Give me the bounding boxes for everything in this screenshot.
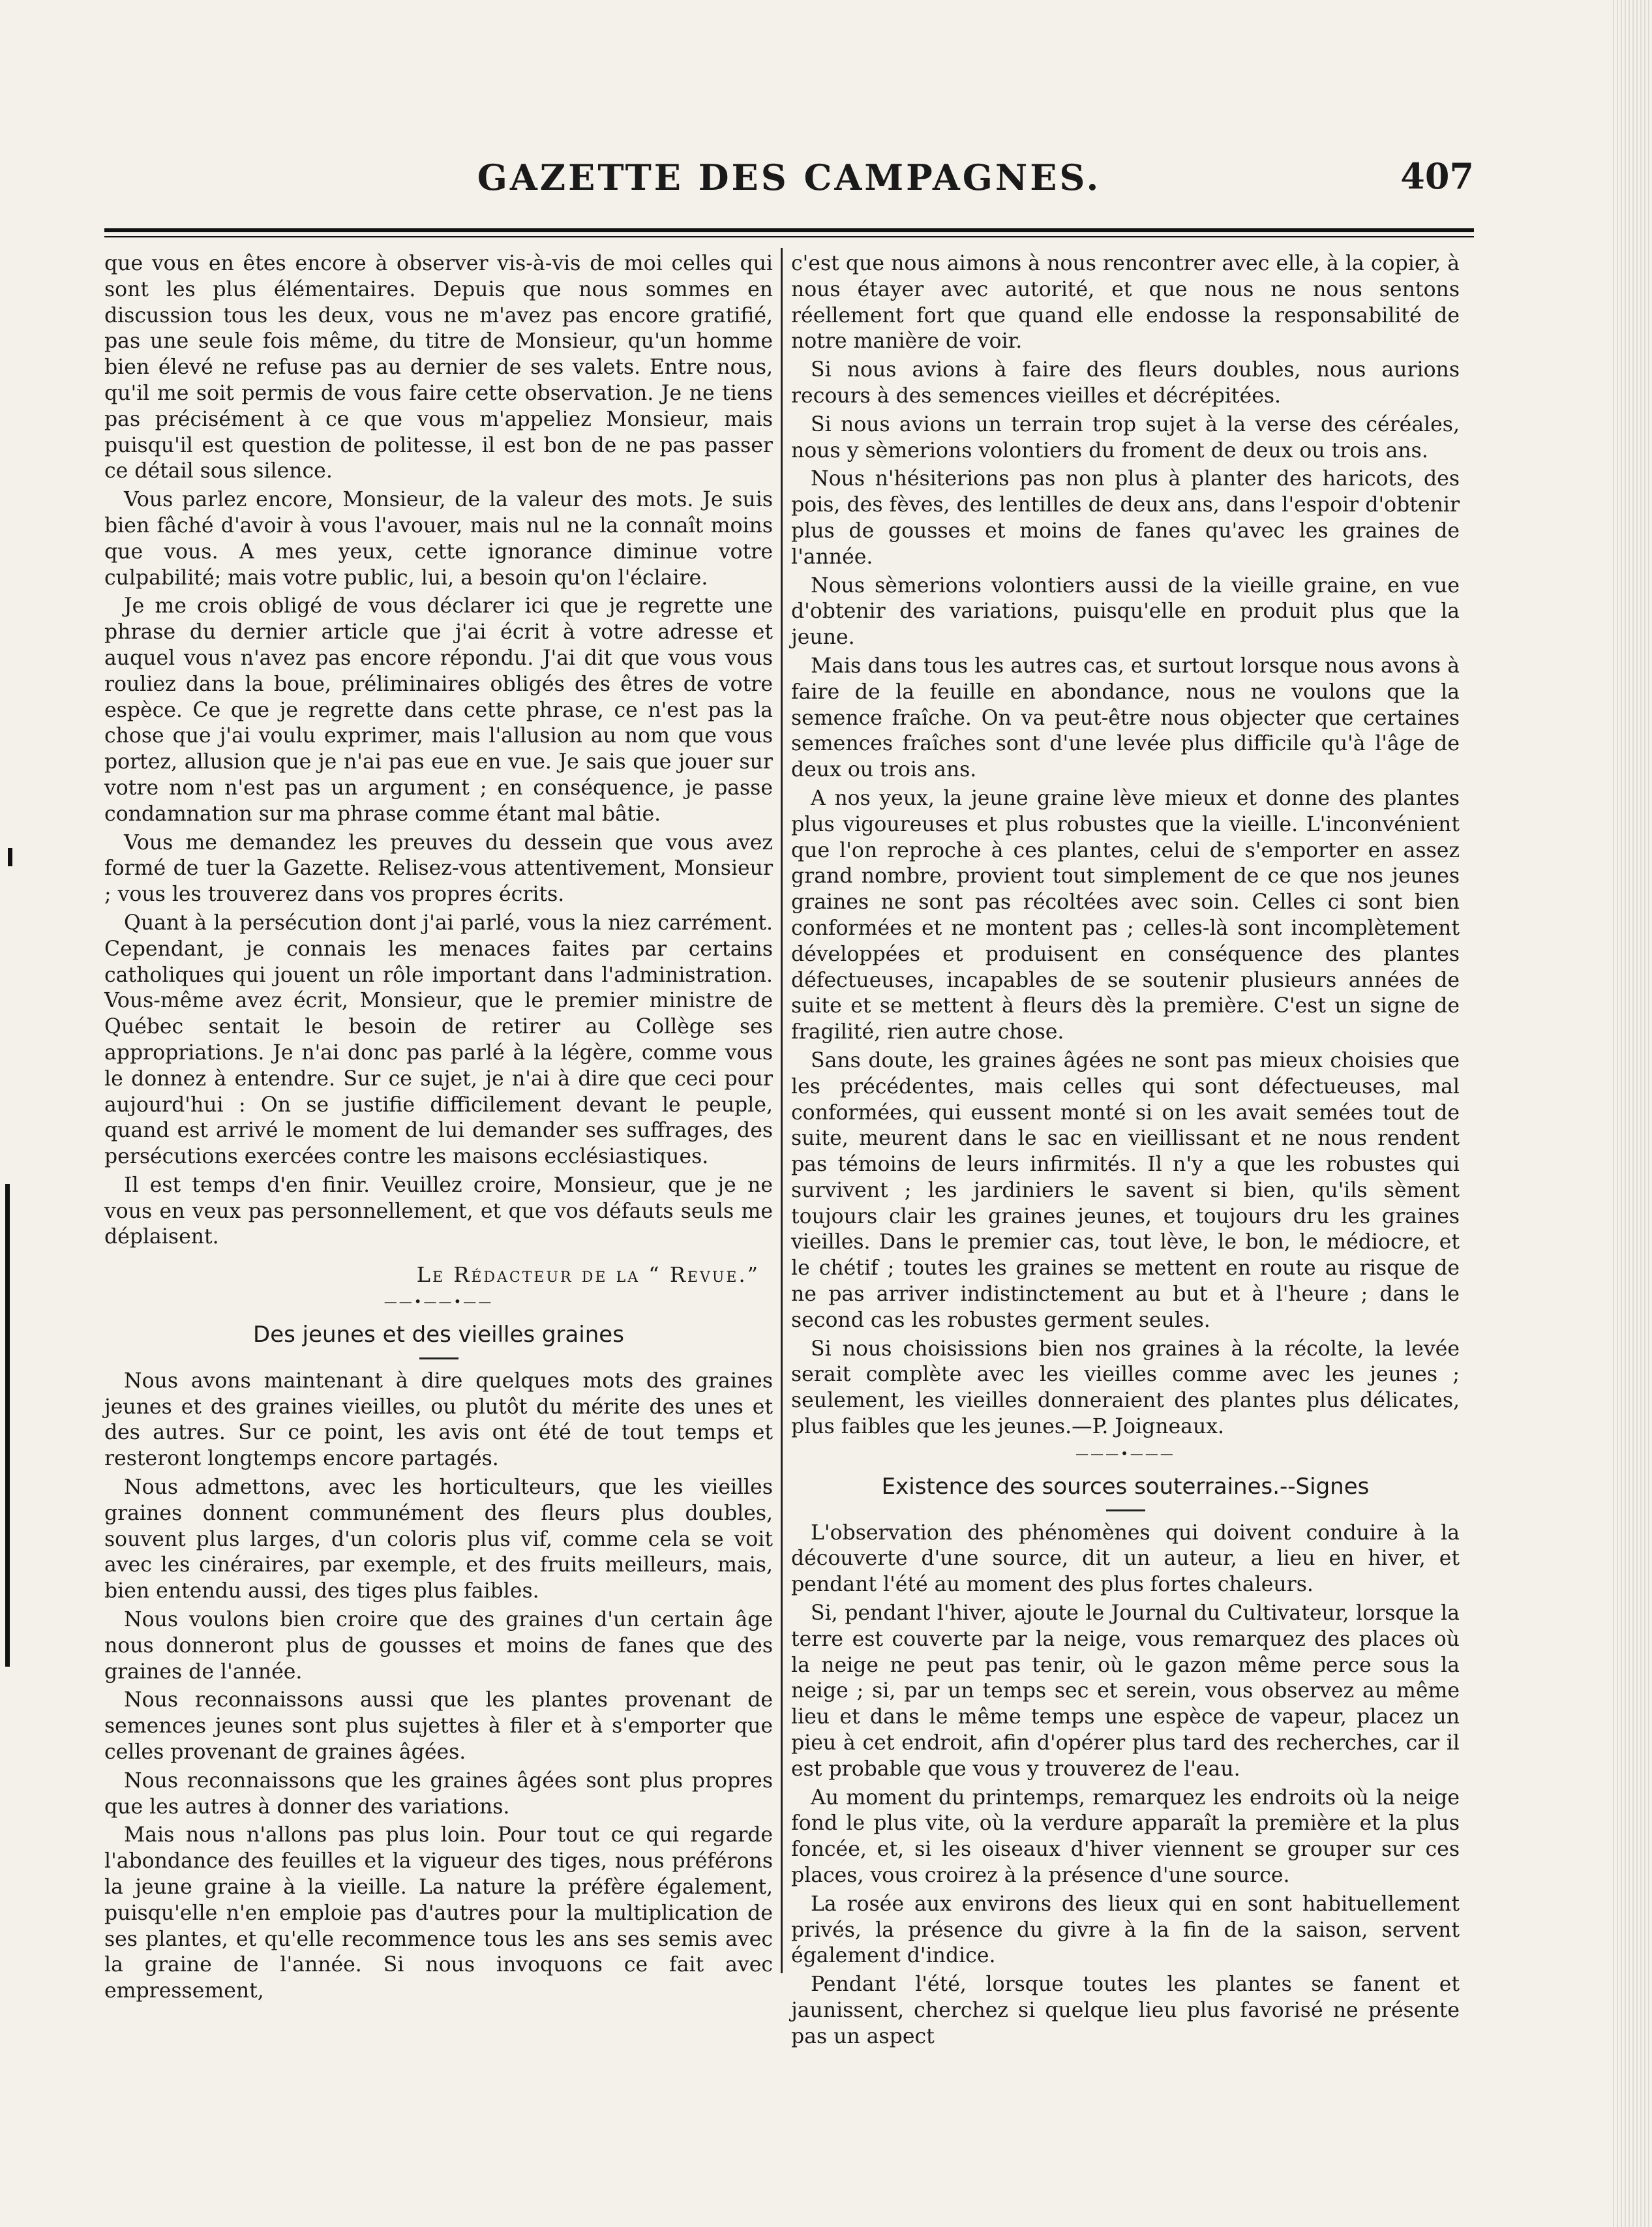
paragraph: Nous admettons, avec les horticulteurs, que les vieilles graines donnent communément des fleurs plus doubles, souvent plus larges, d'un coloris plus vif, comme cela se voit avec les cinéraires, par exemple, et des fruits meilleurs, mais, bien entendu aussi, des tiges plus faibles. bbox=[104, 1476, 773, 1603]
paragraph: Au moment du printemps, remarquez les endroits où la neige fond le plus vite, où la verdure apparaît la première et la plus foncée, et, si les oiseaux d'hiver viennent se grouper sur ces places, vous croirez à la présence d'une source. bbox=[791, 1785, 1460, 1888]
paragraph: Quant à la persécution dont j'ai parlé, vous la niez carrément. Cependant, je connais les menaces faites par certains catholiques qui jouent un rôle important dans l'administration. Vous-même avez écrit, Monsieur, que le premier ministre de Québec sentait le besoin de retirer au Collège ses appropriations. Je n'ai donc pas parlé à la légère, comme vous le donnez à entendre. Sur ce sujet, je n'ai à dire que ceci pour aujourd'hui : On se justifie difficilement devant le peuple, quand est arrivé le moment de lui demander ses suffrages, des persécutions exercées contre les maisons ecclésiastiques. bbox=[104, 911, 773, 1169]
paragraph: Nous n'hésiterions pas non plus à planter des haricots, des pois, des fèves, des lentilles de deux ans, dans l'espoir d'obtenir plus de gousses et moins de fanes qu'avec les graines de l'année. bbox=[791, 467, 1460, 569]
paragraph: Si nous avions un terrain trop sujet à la verse des céréales, nous y sèmerions volontiers du froment de deux ou trois ans. bbox=[791, 412, 1460, 462]
section-ornament: ——•——•—— bbox=[383, 1294, 494, 1310]
paragraph: Pendant l'été, lorsque toutes les plantes se fanent et jaunissent, cherchez si quelque lieu plus favorisé ne présente pas un aspect bbox=[791, 1973, 1460, 2048]
article-signature: Le Rédacteur de la “ Revue.” bbox=[416, 1262, 760, 1288]
paragraph: Nous reconnaissons que les graines âgées sont plus propres que les autres à donner des variations. bbox=[104, 1768, 773, 1819]
paragraph: Nous avons maintenant à dire quelques mots des graines jeunes et des graines vieilles, ou plutôt du mérite des unes et des autres. Sur ce point, les avis ont été de tout temps et resteront longtemps encore partagés. bbox=[104, 1369, 773, 1471]
paragraph: Mais nous n'allons pas plus loin. Pour tout ce qui regarde l'abondance des feuilles et la vigueur des tiges, nous préférons la jeune graine à la vieille. La nature la préfère également, puisqu'elle n'en emploie pas d'autres pour la multiplication de ses plantes, et qu'elle recommence tous les ans ses semis avec la graine de l'année. Si nous invoquons ce fait avec empressement, bbox=[104, 1823, 773, 2003]
paragraph: A nos yeux, la jeune graine lève mieux et donne des plantes plus vigoureuses et plus robustes que la vieille. L'inconvénient que l'on reproche à ces plantes, celui de s'emporter en assez grand nombre, provient tout simplement de ce que nos jeunes graines ne sont pas récoltées avec soin. Celles ci sont bien conformées et ne montent pas ; celles-là sont incomplètement développées et produisent en conséquence des plantes défectueuses, incapables de se soutenir plusieurs années de suite et se mettent à fleurs dès la première. C'est un signe de fragilité, rien autre chose. bbox=[791, 786, 1460, 1044]
paragraph: Nous sèmerions volontiers aussi de la vieille graine, en vue d'obtenir des variations, puisqu'elle en produit plus que la jeune. bbox=[791, 573, 1460, 650]
section-ornament: ———•——— bbox=[1075, 1445, 1175, 1461]
short-rule bbox=[419, 1357, 458, 1359]
paragraph: L'observation des phénomènes qui doivent conduire à la découverte d'une source, dit un auteur, a lieu en hiver, et pendant l'été au moment des plus fortes chaleurs. bbox=[791, 1521, 1460, 1597]
paragraph: c'est que nous aimons à nous rencontrer avec elle, à la copier, à nous étayer avec autorité, et que nous ne nous sentons réellement fort que quand elle endosse la responsabilité de notre manière de voir. bbox=[791, 252, 1460, 354]
section-title: Des jeunes et des vieilles graines bbox=[253, 1322, 624, 1348]
paragraph: La rosée aux environs des lieux qui en sont habituellement privés, la présence du givre à la fin de la saison, servent également d'indice. bbox=[791, 1892, 1460, 1968]
page-edge-binding bbox=[1613, 0, 1652, 2227]
paragraph: Nous voulons bien croire que des graines d'un certain âge nous donneront plus de gousses et moins de fanes que des graines de l'année. bbox=[104, 1608, 773, 1684]
left-column bbox=[104, 251, 773, 2007]
paragraph: Mais dans tous les autres cas, et surtout lorsque nous avons à faire de la feuille en abondance, nous ne voulons que la semence fraîche. On va peut-être nous objecter que certaines semences fraîches sont d'une levée plus difficile qu'à l'âge de deux ou trois ans. bbox=[791, 654, 1460, 782]
column-divider bbox=[781, 248, 783, 1973]
paragraph: Si nous choisissions bien nos graines à la récolte, la levée serait complète avec les vieilles comme avec les jeunes ; seulement, les vieilles donneraient des plantes plus délicates, plus faibles que les jeunes.—P. Joigneaux. bbox=[791, 1337, 1460, 1439]
page-header bbox=[104, 150, 1474, 222]
paragraph: Sans doute, les graines âgées ne sont pas mieux choisies que les précédentes, mais celles qui sont défectueuses, mal conformées, qui eussent monté si on les avait semées tout de suite, meurent dans le sac en vieillissant et ne nous rendent pas témoins de leurs infirmités. Il n'y a que les robustes qui survivent ; les jardiniers le savent si bien, qu'ils sèment toujours clair les graines jeunes, et toujours dru les graines vieilles. Dans le premier cas, tout lève, le bon, le médiocre, et le chétif ; toutes les graines se mettent en route au risque de ne pas arriver indistinctement au but et à l'heure ; dans le second cas les robustes germent seules. bbox=[791, 1048, 1460, 1332]
paragraph: Si nous avions à faire des fleurs doubles, nous aurions recours à des semences vieilles et décrépitées. bbox=[791, 358, 1460, 408]
paragraph: Nous reconnaissons aussi que les plantes provenant de semences jeunes sont plus sujettes à filer et à s'emporter que celles provenant de graines âgées. bbox=[104, 1688, 773, 1765]
header-rule-thin bbox=[104, 236, 1474, 237]
left-margin-mark bbox=[8, 848, 12, 866]
newspaper-title: GAZETTE DES CAMPAGNES. bbox=[477, 157, 1102, 198]
paragraph: Il est temps d'en finir. Veuillez croire, Monsieur, que je ne vous en veux pas personnellement, et que vos défauts seuls me déplaisent. bbox=[104, 1173, 773, 1249]
paragraph: que vous en êtes encore à observer vis-à-vis de moi celles qui sont les plus élémentaires. Depuis que nous sommes en discussion tous les deux, vous ne m'avez pas encore gratifié, pas une seule fois même, du titre de Monsieur, qu'un homme bien élevé ne refuse pas au dernier de ses valets. Entre nous, qu'il me soit permis de vous faire cette observation. Je ne tiens pas précisément à ce que vous m'appeliez Monsieur, mais puisqu'il est question de politesse, il est bon de ne pas passer ce détail sous silence. bbox=[104, 252, 773, 483]
paragraph: Je me crois obligé de vous déclarer ici que je regrette une phrase du dernier article que j'ai écrit à votre adresse et auquel vous n'avez pas encore répondu. J'ai dit que vous vous rouliez dans la boue, préliminaires obligés des êtres de votre espèce. Ce que je regrette dans cette phrase, ce n'est pas la chose que j'ai voulu exprimer, mais l'allusion au nom que vous portez, allusion que je n'ai pas eue en vue. Je sais que jouer sur votre nom n'est pas un argument ; en conséquence, je passe condamnation sur ma phrase comme étant mal bâtie. bbox=[104, 594, 773, 826]
header-rule-thick bbox=[104, 228, 1474, 232]
left-margin-bar bbox=[5, 1184, 10, 1667]
paragraph: Vous parlez encore, Monsieur, de la valeur des mots. Je suis bien fâché d'avoir à vous l'avouer, mais nul ne la connaît moins que vous. A mes yeux, cette ignorance diminue votre culpabilité; mais votre public, lui, a besoin qu'on l'éclaire. bbox=[104, 488, 773, 590]
right-column bbox=[791, 251, 1460, 2053]
page-number: 407 bbox=[1400, 155, 1474, 197]
paragraph: Si, pendant l'hiver, ajoute le Journal du Cultivateur, lorsque la terre est couverte par la neige, vous remarquez des places où la neige ne peut pas tenir, où le gazon même perce sous la neige ; si, par un temps sec et serein, vous observez au même lieu et dans le même temps une espèce de vapeur, placez un pieu à cet endroit, afin d'opérer plus tard des recherches, car il est probable que vous y trouverez de l'eau. bbox=[791, 1601, 1460, 1781]
section-title: Existence des sources souterraines.--Signes bbox=[881, 1473, 1370, 1500]
short-rule bbox=[1106, 1509, 1145, 1511]
paragraph: Vous me demandez les preuves du dessein que vous avez formé de tuer la Gazette. Relisez-vous attentivement, Monsieur ; vous les trouverez dans vos propres écrits. bbox=[104, 830, 773, 907]
